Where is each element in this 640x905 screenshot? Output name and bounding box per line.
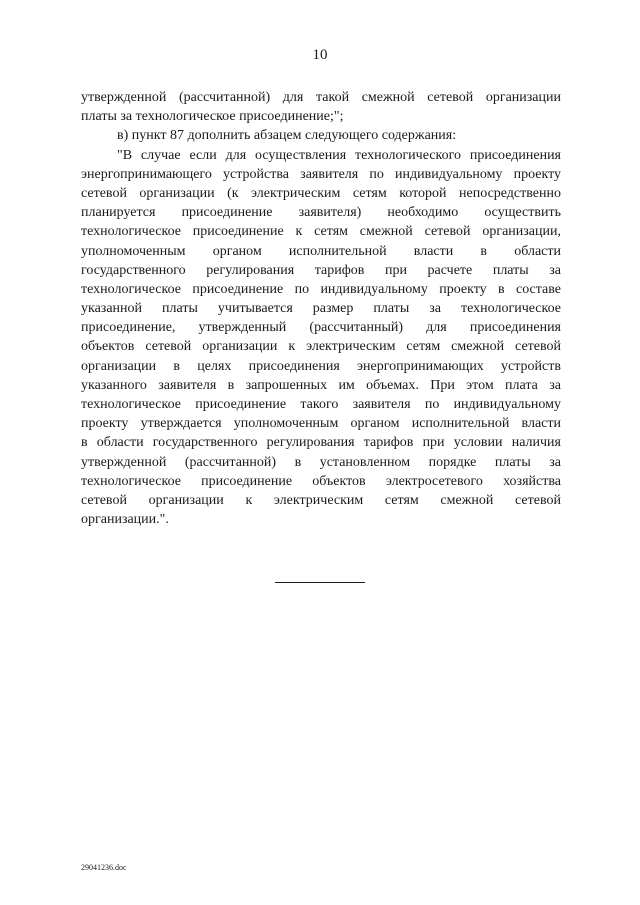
text-line: платы за технологическое присоединение;"; [81,109,344,125]
text-line: энергопринимающего устройства заявителя по индивидуальному проекту [81,166,561,182]
text-line: утвержденной (рассчитанной) в установленном порядке платы за [81,454,561,470]
text-line: "В случае если для осуществления технологического присоединения [117,147,561,163]
text-line: указанной платы учитывается размер платы за технологическое [81,301,561,317]
text-line: планируется присоединение заявителя) необходимо осуществить [81,205,561,221]
body-text [81,88,561,529]
text-line: технологическое присоединение такого заявителя по индивидуальному [81,397,561,412]
text-line: уполномоченным органом исполнительной власти в области [81,243,561,259]
text-line: организации в целях присоединения энергопринимающих устройств [81,358,561,374]
text-line: присоединение, утвержденный (рассчитанный) для присоединения [81,320,561,336]
text-line: технологическое присоединение объектов электросетевого хозяйства [81,473,561,489]
text-line: проекту утверждается уполномоченным органом исполнительной власти [81,416,561,432]
text-line: указанного заявителя в запрошенных им объемах. При этом плата за [81,377,561,393]
text-line: сетевой организации к электрическим сетям смежной сетевой [81,492,561,508]
text-line: организации.". [81,512,169,528]
text-line: сетевой организации (к электрическим сетям которой непосредственно [81,185,561,201]
document-code: 29041236.doc [81,863,127,872]
text-line: государственного регулирования тарифов при расчете платы за [81,262,561,278]
text-line: технологическое присоединение к сетям смежной сетевой организации, [81,224,561,240]
page-number: 10 [312,47,328,63]
text-line: технологическое присоединение по индивидуальному проекту в составе [81,281,561,297]
end-divider [275,582,365,583]
text-line: объектов сетевой организации к электрическим сетям смежной сетевой [81,339,561,355]
text-line: утвержденной (рассчитанной) для такой смежной сетевой организации [81,90,561,105]
text-line: в области государственного регулирования тарифов при условии наличия [81,435,561,451]
text-line: в) пункт 87 дополнить абзацем следующего содержания: [117,128,457,144]
